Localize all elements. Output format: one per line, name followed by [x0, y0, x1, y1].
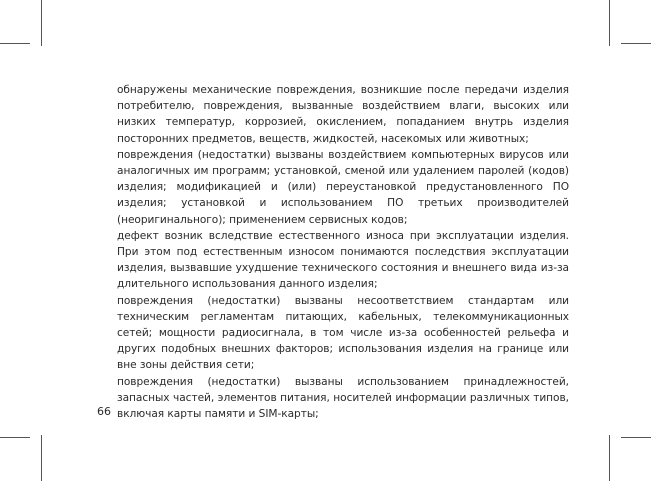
- crop-mark-top-right-vertical: [609, 0, 610, 46]
- paragraph: повреждения (недостатки) вызваны несоответствием стандартам или техническим регламентам питающих, кабельных, телекоммуникационных сетей; мощности радиосигнала, в том числе из-за особенностей рельефа и других подобных внешних факторов; использования изделия на границе или вне зоны действия сети;: [117, 294, 569, 372]
- crop-mark-bottom-left-horizontal: [0, 437, 30, 438]
- paragraph: повреждения (недостатки) вызваны использованием принадлежностей, запасных частей, элементов питания, носителей информации различных типов, включая карты памяти и SIM-карты;: [117, 375, 569, 421]
- page-number: 66: [97, 405, 111, 418]
- page-body-text: [117, 82, 569, 422]
- paragraph: дефект возник вследствие естественного износа при эксплуатации изделия. При этом под естественным износом понимаются последствия эксплуатации изделия, вызвавшие ухудшение технического состояния и внешнего вида из-за длительного использования данного изделия;: [117, 229, 569, 291]
- crop-mark-bottom-right-vertical: [609, 435, 610, 481]
- crop-mark-top-left-vertical: [41, 0, 42, 46]
- crop-mark-top-right-horizontal: [621, 43, 651, 44]
- paragraph: повреждения (недостатки) вызваны воздействием компьютерных вирусов или аналогичных им программ; установкой, сменой или удалением паролей (кодов) изделия; модификацией и (или) переустановкой предустановленного ПО изделия; установкой и использованием ПО третьих производителей (неоригинального); применением сервисных кодов;: [117, 148, 569, 226]
- crop-mark-top-left-horizontal: [0, 43, 30, 44]
- crop-mark-bottom-left-vertical: [41, 435, 42, 481]
- paragraph: обнаружены механические повреждения, возникшие после передачи изделия потребителю, повреждения, вызванные воздействием влаги, высоких или низких температур, коррозией, окислением, попаданием внутрь изделия посторонних предметов, веществ, жидкостей, насекомых или животных;: [117, 84, 569, 145]
- crop-mark-bottom-right-horizontal: [621, 437, 651, 438]
